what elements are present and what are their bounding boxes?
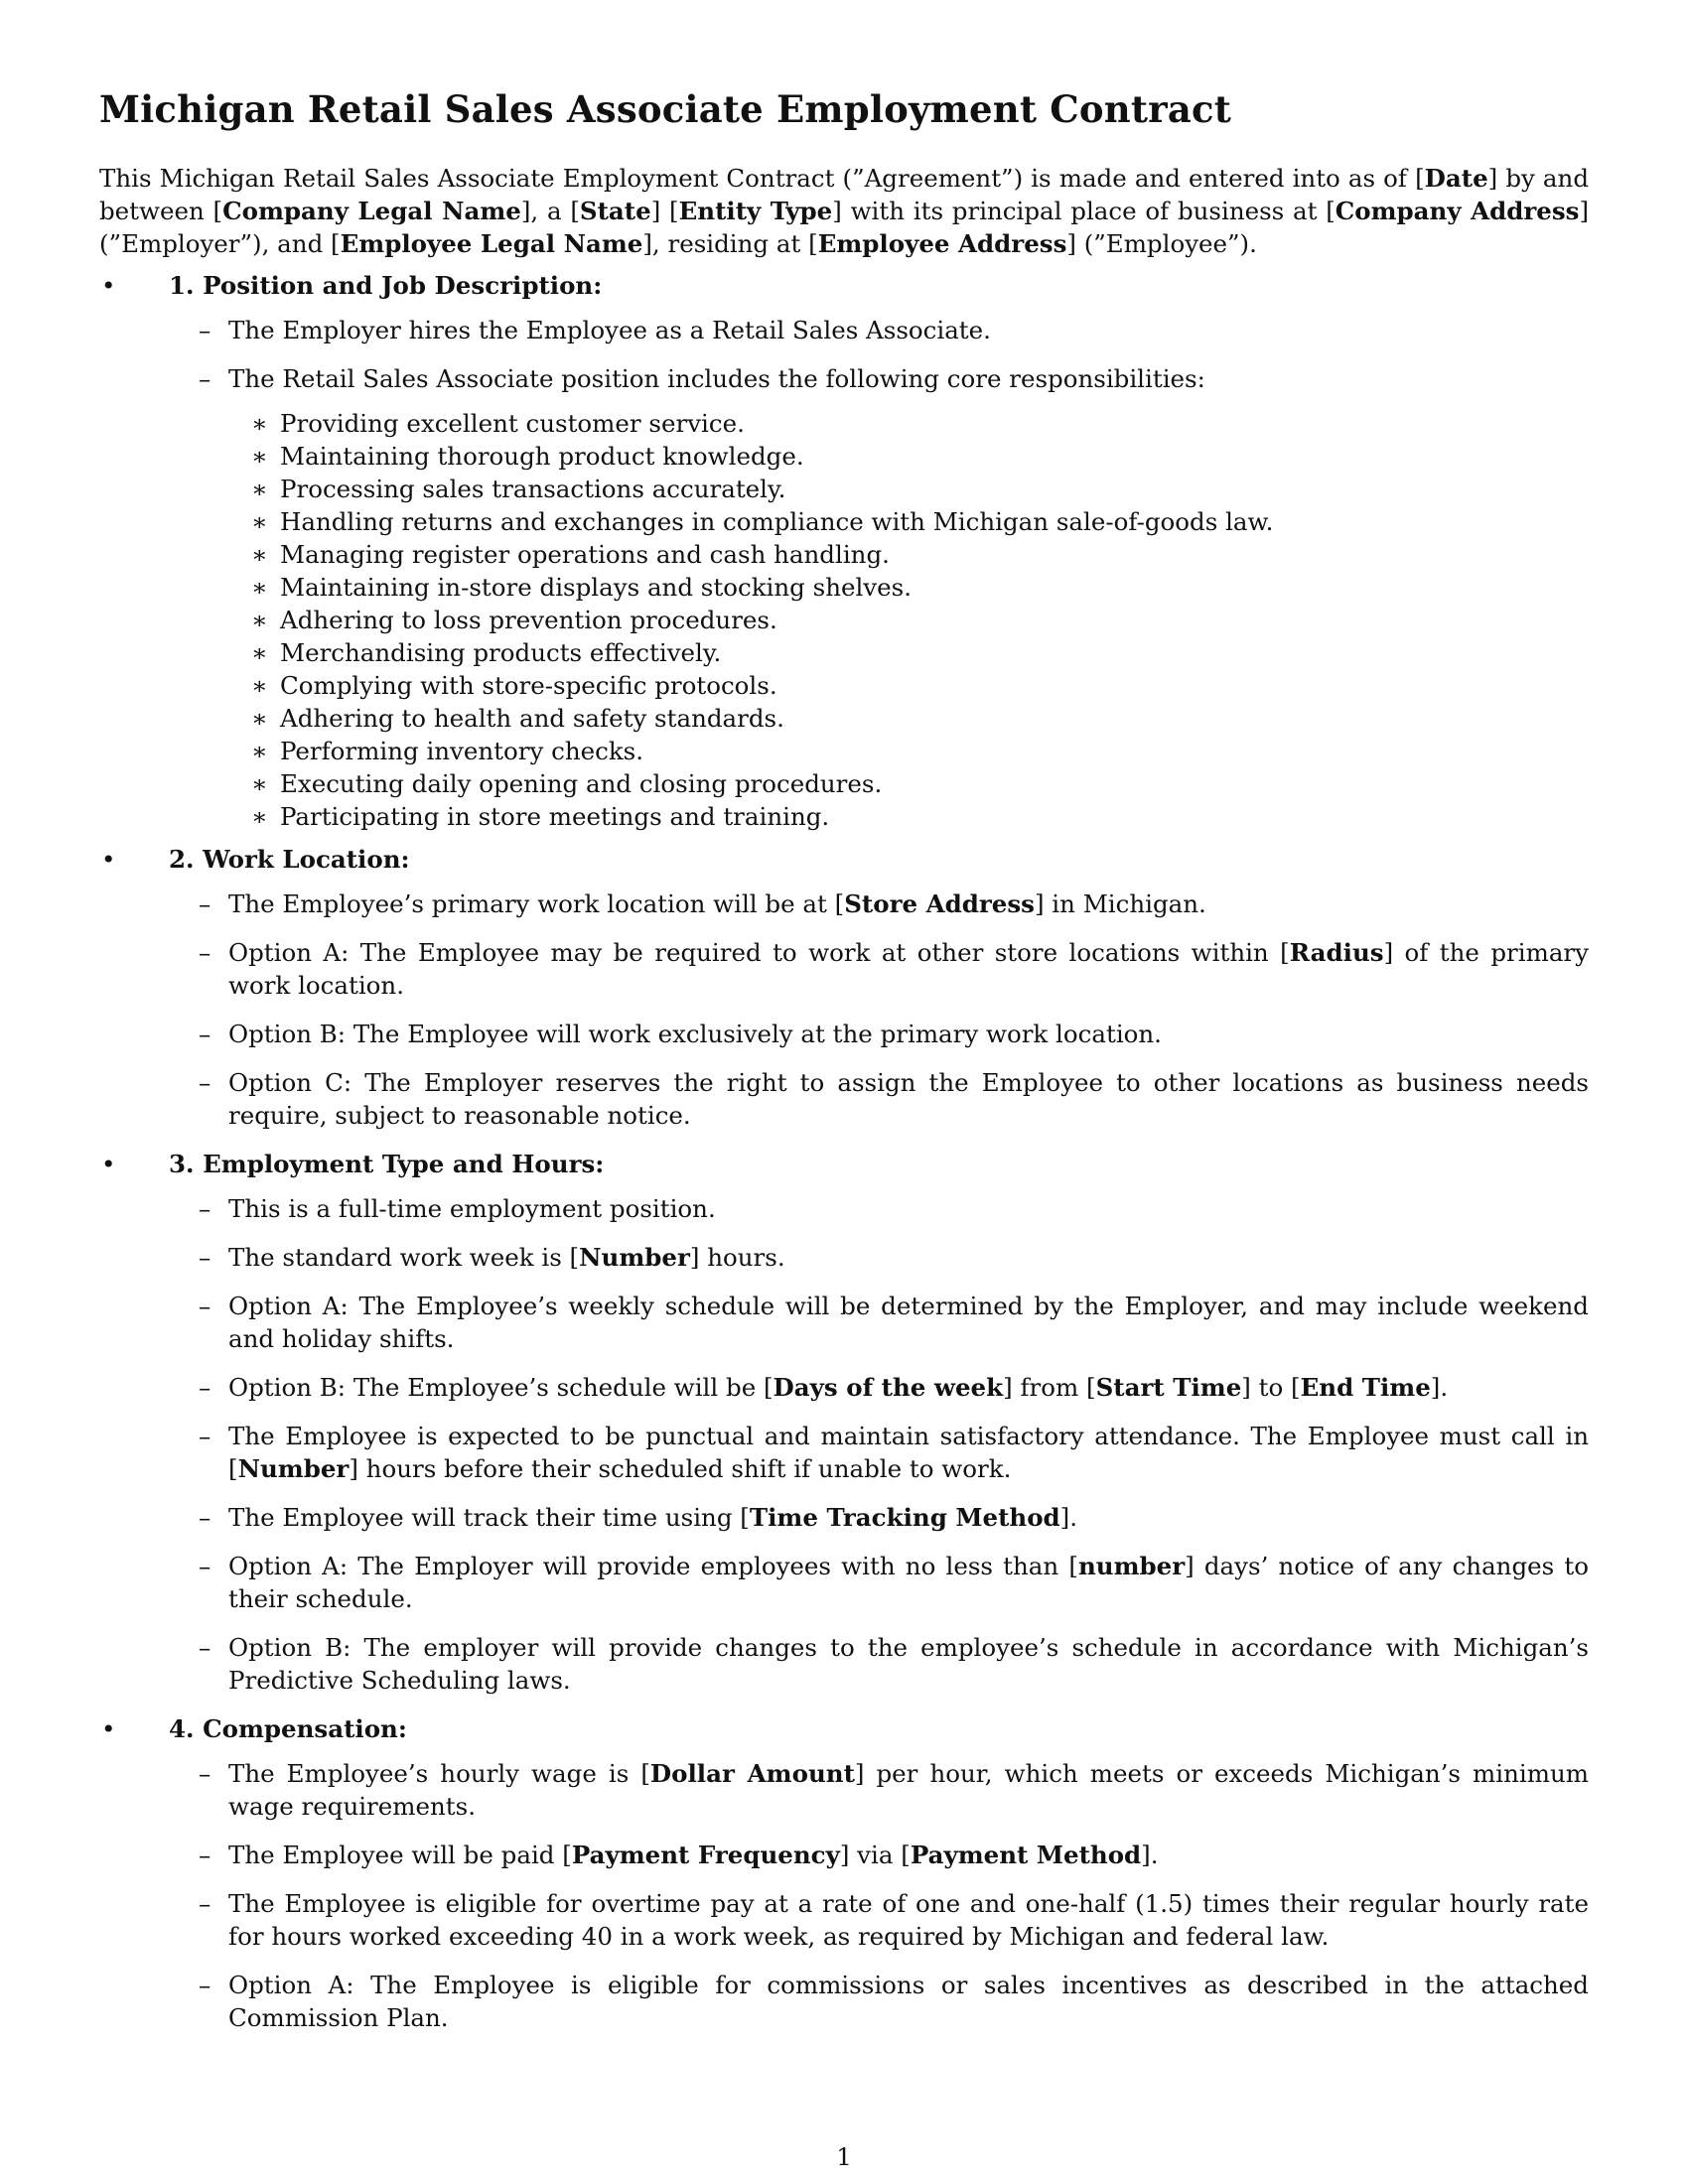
list-item: – This is a full-time employment position.: [199, 1194, 716, 1223]
star-icon: ∗: [251, 704, 268, 733]
dash-icon: –: [199, 1422, 211, 1450]
placeholder-dollar-amount: Dollar Amount: [649, 1759, 855, 1788]
placeholder-store-address: Store Address: [844, 889, 1035, 918]
document-title: Michigan Retail Sales Associate Employment Contract: [99, 87, 1232, 131]
dash-icon: –: [199, 1971, 211, 1999]
dash-icon: –: [199, 1552, 211, 1580]
placeholder-payment-method: Payment Method: [910, 1841, 1142, 1869]
placeholder-employee-legal-name: Employee Legal Name: [340, 229, 643, 258]
star-icon: ∗: [251, 540, 268, 569]
star-icon: ∗: [251, 737, 268, 765]
star-icon: ∗: [251, 638, 268, 667]
star-icon: ∗: [251, 442, 268, 471]
dash-icon: –: [199, 316, 211, 344]
placeholder-date: Date: [1424, 164, 1488, 193]
star-icon: ∗: [251, 802, 268, 831]
placeholder-company-address: Company Address: [1335, 197, 1580, 225]
dash-icon: –: [199, 1292, 211, 1320]
sub-item: ∗ Managing register operations and cash handling.: [251, 540, 890, 569]
placeholder-days-of-week: Days of the week: [773, 1373, 1004, 1402]
star-icon: ∗: [251, 475, 268, 503]
list-item: – Option A: The Employee may be required to work at other store locations within [Radius] of the primary work location.: [199, 938, 1589, 1000]
list-item: – Option B: The Employee’s schedule will be [Days of the week] from [Start Time] to [End Time].: [199, 1373, 1449, 1402]
star-icon: ∗: [251, 606, 268, 634]
placeholder-payment-frequency: Payment Frequency: [571, 1841, 840, 1869]
section-list: [99, 269, 1589, 2034]
bullet-icon: •: [101, 1714, 116, 1743]
sub-item: ∗ Complying with store-specific protocols.: [251, 671, 777, 700]
dash-icon: –: [199, 1068, 211, 1097]
list-item: – The Employee is expected to be punctual and maintain satisfactory attendance. The Employee must call in [Number] hours before their scheduled shift if unable to work.: [199, 1422, 1589, 1483]
placeholder-radius: Radius: [1289, 938, 1384, 967]
sub-item: ∗ Providing excellent customer service.: [251, 409, 745, 438]
bullet-icon: •: [101, 271, 116, 300]
dash-icon: –: [199, 364, 211, 393]
placeholder-entity-type: Entity Type: [678, 197, 833, 225]
dash-icon: –: [199, 889, 211, 918]
sub-item: ∗ Adhering to health and safety standards.: [251, 704, 784, 733]
list-item: – The standard work week is [Number] hours.: [199, 1243, 785, 1272]
star-icon: ∗: [251, 409, 268, 438]
sub-item: ∗ Merchandising products effectively.: [251, 638, 722, 667]
sub-item: ∗ Processing sales transactions accurately.: [251, 475, 786, 503]
dash-icon: –: [199, 1503, 211, 1532]
dash-icon: –: [199, 1759, 211, 1788]
placeholder-number: Number: [237, 1454, 350, 1483]
bullet-icon: •: [101, 845, 116, 874]
section-heading: 3. Employment Type and Hours:: [169, 1150, 605, 1178]
list-item: – Option B: The employer will provide changes to the employee’s schedule in accordance with Michigan’s Predictive Scheduling laws.: [199, 1633, 1589, 1695]
sub-item: ∗ Maintaining in-store displays and stocking shelves.: [251, 573, 913, 602]
contract-page: [99, 87, 1589, 2050]
list-item: – The Employee will be paid [Payment Frequency] via [Payment Method].: [199, 1841, 1159, 1869]
list-item: – Option A: The Employee is eligible for commissions or sales incentives as described in the attached Commission Plan.: [199, 1971, 1589, 2032]
sub-item: ∗ Performing inventory checks.: [251, 737, 644, 765]
bullet-icon: •: [101, 1150, 116, 1178]
placeholder-time-tracking-method: Time Tracking Method: [749, 1503, 1060, 1532]
placeholder-number: Number: [579, 1243, 690, 1272]
responsibilities-list: [169, 407, 1589, 833]
dash-icon: –: [199, 938, 211, 967]
star-icon: ∗: [251, 769, 268, 798]
list-item: – Option B: The Employee will work exclusively at the primary work location.: [199, 1020, 1162, 1048]
dash-icon: –: [199, 1194, 211, 1223]
dash-icon: –: [199, 1373, 211, 1402]
dash-icon: –: [199, 1020, 211, 1048]
section-heading: 4. Compensation:: [169, 1714, 407, 1743]
dash-icon: –: [199, 1889, 211, 1918]
sub-item: ∗ Executing daily opening and closing procedures.: [251, 769, 883, 798]
star-icon: ∗: [251, 573, 268, 602]
intro-paragraph: This Michigan Retail Sales Associate Employment Contract (”Agreement”) is made and entered into as of [Date] by and between [Company Legal Name], a [State] [Entity Type] with its principal place of business at [Company Address] (”Employer”), and [Employee Legal Name], residing at [Employee Address] (”Employee”).: [99, 164, 1590, 258]
section-heading: 1. Position and Job Description:: [169, 271, 603, 300]
list-item: – The Employee’s primary work location will be at [Store Address] in Michigan.: [199, 889, 1206, 918]
list-item: – Option A: The Employer will provide employees with no less than [number] days’ notice of any changes to their schedule.: [199, 1552, 1589, 1613]
sub-item: ∗ Maintaining thorough product knowledge.: [251, 442, 804, 471]
dash-icon: –: [199, 1243, 211, 1272]
section-employment-type: [99, 1148, 1589, 1697]
dash-icon: –: [199, 1633, 211, 1662]
section-heading: 2. Work Location:: [169, 845, 410, 874]
list-item: – The Employer hires the Employee as a Retail Sales Associate.: [199, 316, 991, 344]
list-item: – The Employee will track their time using [Time Tracking Method].: [199, 1503, 1078, 1532]
list-item: – Option A: The Employee’s weekly schedule will be determined by the Employer, and may include weekend and holiday shifts.: [199, 1292, 1589, 1353]
section-compensation: [99, 1712, 1589, 2034]
dash-icon: –: [199, 1841, 211, 1869]
section-work-location: [99, 843, 1589, 1132]
sub-item: ∗ Participating in store meetings and training.: [251, 802, 830, 831]
placeholder-state: State: [579, 197, 651, 225]
placeholder-start-time: Start Time: [1095, 1373, 1242, 1402]
list-item: – The Retail Sales Associate position includes the following core responsibilities:: [199, 364, 1205, 393]
section-position: [99, 269, 1589, 833]
sub-item: ∗ Handling returns and exchanges in compliance with Michigan sale-of-goods law.: [251, 507, 1274, 536]
placeholder-employee-address: Employee Address: [817, 229, 1067, 258]
list-item: – The Employee’s hourly wage is [Dollar Amount] per hour, which meets or exceeds Michigan’s minimum wage requirements.: [199, 1759, 1589, 1821]
star-icon: ∗: [251, 671, 268, 700]
sub-item: ∗ Adhering to loss prevention procedures.: [251, 606, 777, 634]
placeholder-end-time: End Time: [1300, 1373, 1431, 1402]
placeholder-number: number: [1077, 1552, 1186, 1580]
list-item: – Option C: The Employer reserves the right to assign the Employee to other locations as business needs require, subject to reasonable notice.: [199, 1068, 1589, 1130]
star-icon: ∗: [251, 507, 268, 536]
list-item: – The Employee is eligible for overtime pay at a rate of one and one-half (1.5) times their regular hourly rate for hours worked exceeding 40 in a work week, as required by Michigan and federal law.: [199, 1889, 1589, 1951]
placeholder-company-legal-name: Company Legal Name: [222, 197, 521, 225]
page-number: 1: [836, 2142, 852, 2171]
